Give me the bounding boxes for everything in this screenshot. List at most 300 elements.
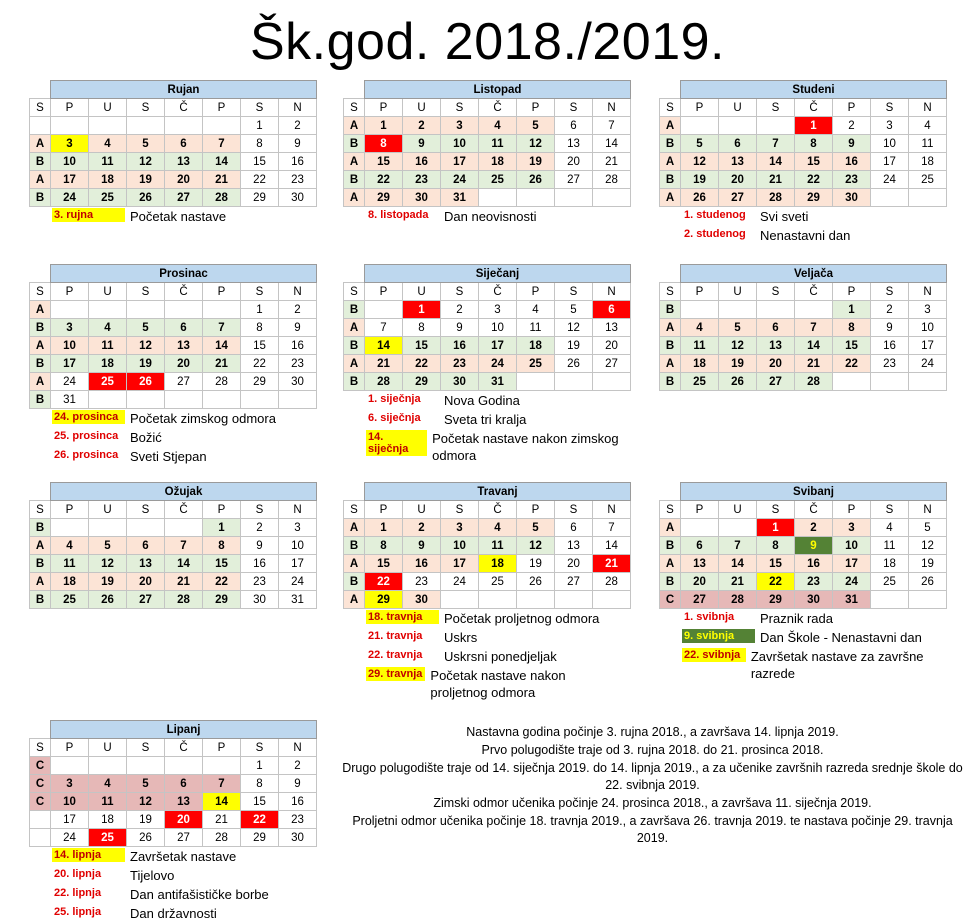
info-line: Zimski odmor učenika počinje 24. prosinca 2018., a završava 11. siječnja 2019.	[433, 796, 872, 810]
weekday-header: S	[127, 283, 165, 301]
day-cell: 10	[909, 319, 947, 337]
day-cell: 4	[89, 775, 127, 793]
day-cell: 4	[51, 537, 89, 555]
day-cell: 17	[51, 171, 89, 189]
day-cell: 6	[165, 135, 203, 153]
note-item	[366, 667, 626, 701]
day-cell: 15	[241, 793, 279, 811]
day-cell	[127, 301, 165, 319]
month-calendar	[29, 720, 317, 924]
week-type-label: B	[30, 591, 51, 609]
day-cell: 12	[89, 555, 127, 573]
day-cell: 25	[871, 573, 909, 591]
day-cell: 1	[795, 117, 833, 135]
day-cell: 14	[757, 153, 795, 171]
note-text: Početak nastave nakon proljetnog odmora	[430, 668, 566, 700]
day-cell: 5	[555, 301, 593, 319]
day-cell: 25	[681, 373, 719, 391]
day-cell: 3	[51, 319, 89, 337]
weekday-header: S	[660, 99, 681, 117]
day-cell: 28	[593, 171, 631, 189]
day-cell	[555, 591, 593, 609]
week-row	[344, 519, 631, 537]
note-text: Dan neovisnosti	[444, 209, 537, 224]
day-cell: 26	[909, 573, 947, 591]
week-row	[660, 573, 947, 591]
day-cell: 3	[833, 519, 871, 537]
note-item	[52, 905, 312, 924]
blank-cell	[344, 483, 365, 501]
weekday-header: U	[403, 283, 441, 301]
day-cell: 17	[441, 153, 479, 171]
weekday-header: P	[51, 739, 89, 757]
note-date: 22. travnja	[368, 649, 423, 661]
day-cell: 17	[51, 811, 89, 829]
week-type-label: B	[660, 573, 681, 591]
weekday-header: S	[441, 283, 479, 301]
day-cell: 15	[795, 153, 833, 171]
day-cell: 25	[479, 171, 517, 189]
note-item	[682, 610, 942, 629]
day-cell: 23	[279, 171, 317, 189]
day-cell: 23	[403, 573, 441, 591]
day-cell	[127, 519, 165, 537]
day-cell: 5	[127, 135, 165, 153]
day-cell: 25	[517, 355, 555, 373]
day-cell: 14	[719, 555, 757, 573]
day-cell: 23	[833, 171, 871, 189]
day-cell: 18	[479, 555, 517, 573]
day-cell	[517, 189, 555, 207]
week-type-label: B	[660, 337, 681, 355]
week-type-label: A	[660, 153, 681, 171]
week-type-label: A	[30, 171, 51, 189]
month-calendar	[659, 80, 947, 246]
day-cell: 24	[51, 373, 89, 391]
month-name: Veljača	[681, 265, 947, 283]
day-cell: 24	[51, 189, 89, 207]
day-cell: 21	[365, 355, 403, 373]
day-cell: 1	[403, 301, 441, 319]
day-cell: 16	[279, 337, 317, 355]
week-type-label: A	[30, 337, 51, 355]
day-cell	[127, 757, 165, 775]
month-notes	[366, 610, 626, 701]
day-cell: 12	[127, 793, 165, 811]
day-cell: 14	[165, 555, 203, 573]
month-name: Studeni	[681, 81, 947, 99]
month-calendar	[343, 264, 631, 464]
weekday-header: S	[871, 283, 909, 301]
day-cell: 23	[441, 355, 479, 373]
week-row	[344, 555, 631, 573]
day-cell: 30	[279, 829, 317, 847]
day-cell: 18	[909, 153, 947, 171]
blank-cell	[660, 483, 681, 501]
day-cell: 8	[365, 135, 403, 153]
weekday-header: P	[203, 739, 241, 757]
day-cell	[871, 189, 909, 207]
month-table	[659, 264, 947, 391]
day-cell: 26	[127, 829, 165, 847]
weekday-header: N	[279, 501, 317, 519]
day-cell: 22	[403, 355, 441, 373]
day-cell: 5	[719, 319, 757, 337]
day-cell: 3	[279, 519, 317, 537]
day-cell: 20	[165, 811, 203, 829]
weekday-header: S	[241, 739, 279, 757]
week-type-label	[30, 117, 51, 135]
day-cell: 2	[441, 301, 479, 319]
day-cell: 7	[203, 135, 241, 153]
day-cell: 16	[279, 153, 317, 171]
day-cell	[871, 591, 909, 609]
weekday-header: N	[279, 99, 317, 117]
weekday-header: N	[593, 283, 631, 301]
day-cell: 9	[241, 537, 279, 555]
day-cell: 7	[719, 537, 757, 555]
note-date: 14. lipnja	[52, 848, 125, 862]
month-table	[343, 482, 631, 609]
day-cell	[51, 757, 89, 775]
day-cell: 14	[203, 337, 241, 355]
week-row	[30, 573, 317, 591]
day-cell	[479, 189, 517, 207]
day-cell: 5	[681, 135, 719, 153]
day-cell	[871, 373, 909, 391]
week-row	[30, 537, 317, 555]
note-text: Sveta tri kralja	[444, 412, 527, 427]
day-cell: 12	[909, 537, 947, 555]
day-cell: 13	[165, 337, 203, 355]
day-cell: 22	[757, 573, 795, 591]
day-cell	[203, 391, 241, 409]
day-cell: 20	[555, 555, 593, 573]
note-text: Uskrs	[444, 630, 478, 645]
week-type-label: A	[344, 189, 365, 207]
day-cell: 10	[51, 793, 89, 811]
week-row	[660, 537, 947, 555]
day-cell: 17	[279, 555, 317, 573]
day-cell: 26	[517, 573, 555, 591]
day-cell: 4	[517, 301, 555, 319]
week-row	[30, 829, 317, 847]
day-cell: 9	[279, 775, 317, 793]
day-cell: 21	[203, 171, 241, 189]
day-cell: 5	[89, 537, 127, 555]
day-cell: 24	[441, 171, 479, 189]
day-cell: 10	[51, 337, 89, 355]
day-cell	[51, 117, 89, 135]
day-cell: 12	[719, 337, 757, 355]
weekday-header: U	[719, 283, 757, 301]
day-cell: 9	[833, 135, 871, 153]
day-cell: 24	[871, 171, 909, 189]
month-notes	[52, 208, 312, 227]
weekday-header: P	[51, 99, 89, 117]
day-cell: 24	[909, 355, 947, 373]
week-row	[344, 373, 631, 391]
info-line: Drugo polugodište traje od 14. siječnja 2019. do 14. lipnja 2019., a za učenike završnih razreda srednje škole do 22. svibnja 2019.	[342, 761, 963, 792]
day-cell: 6	[555, 519, 593, 537]
note-item	[366, 208, 626, 227]
week-row	[344, 189, 631, 207]
month-name: Travanj	[365, 483, 631, 501]
note-date: 6. siječnja	[368, 412, 421, 424]
weekday-header: P	[833, 283, 871, 301]
day-cell	[555, 189, 593, 207]
page-title: Šk.god. 2018./2019.	[250, 13, 725, 71]
weekday-header: Č	[795, 99, 833, 117]
day-cell: 11	[89, 153, 127, 171]
weekday-header: P	[51, 501, 89, 519]
day-cell: 27	[757, 373, 795, 391]
day-cell	[593, 189, 631, 207]
day-cell: 1	[757, 519, 795, 537]
day-cell: 26	[127, 373, 165, 391]
week-type-label: B	[660, 301, 681, 319]
weekday-header: S	[344, 283, 365, 301]
week-type-label: A	[344, 591, 365, 609]
note-text: Tijelovo	[130, 868, 175, 883]
day-cell: 16	[279, 793, 317, 811]
week-row	[30, 301, 317, 319]
week-row	[344, 171, 631, 189]
day-cell: 2	[871, 301, 909, 319]
note-text: Praznik rada	[760, 611, 833, 626]
month-table	[29, 80, 317, 207]
day-cell: 29	[241, 189, 279, 207]
day-cell: 27	[555, 171, 593, 189]
day-cell	[89, 117, 127, 135]
day-cell: 25	[89, 829, 127, 847]
day-cell	[89, 519, 127, 537]
day-cell: 13	[555, 537, 593, 555]
day-cell: 13	[165, 153, 203, 171]
note-item	[682, 629, 942, 648]
day-cell: 28	[719, 591, 757, 609]
day-cell: 12	[127, 153, 165, 171]
day-cell: 13	[555, 135, 593, 153]
month-name: Lipanj	[51, 721, 317, 739]
weekday-header: S	[871, 99, 909, 117]
day-cell: 13	[593, 319, 631, 337]
day-cell	[757, 301, 795, 319]
day-cell: 19	[127, 171, 165, 189]
day-cell: 24	[279, 573, 317, 591]
day-cell	[479, 591, 517, 609]
day-cell: 18	[871, 555, 909, 573]
day-cell: 18	[51, 573, 89, 591]
day-cell: 27	[593, 355, 631, 373]
note-text: Uskrsni ponedjeljak	[444, 649, 557, 664]
month-calendar	[659, 264, 947, 391]
note-text: Završetak nastave	[130, 849, 237, 864]
weekday-header: N	[909, 99, 947, 117]
week-type-label: B	[30, 189, 51, 207]
day-cell: 20	[165, 171, 203, 189]
day-cell: 7	[203, 319, 241, 337]
day-cell: 6	[719, 135, 757, 153]
day-cell: 14	[203, 793, 241, 811]
day-cell: 17	[909, 337, 947, 355]
month-table	[29, 482, 317, 609]
day-cell	[165, 757, 203, 775]
week-type-label: A	[660, 555, 681, 573]
month-calendar	[659, 482, 947, 682]
day-cell: 5	[517, 117, 555, 135]
day-cell: 8	[757, 537, 795, 555]
day-cell: 8	[833, 319, 871, 337]
weekday-header: S	[660, 283, 681, 301]
day-cell: 20	[593, 337, 631, 355]
day-cell: 10	[833, 537, 871, 555]
weekday-header: P	[365, 283, 403, 301]
day-cell: 26	[555, 355, 593, 373]
month-table	[659, 80, 947, 207]
month-name: Rujan	[51, 81, 317, 99]
info-line: Nastavna godina počinje 3. rujna 2018., a završava 14. lipnja 2019.	[466, 725, 839, 739]
day-cell: 3	[871, 117, 909, 135]
note-date: 22. svibnja	[682, 648, 746, 662]
day-cell: 28	[365, 373, 403, 391]
month-notes	[682, 208, 942, 246]
day-cell: 16	[871, 337, 909, 355]
day-cell: 28	[795, 373, 833, 391]
weekday-header: S	[30, 283, 51, 301]
day-cell: 29	[757, 591, 795, 609]
note-item	[682, 648, 942, 682]
month-calendar	[29, 264, 317, 467]
note-item	[52, 867, 312, 886]
day-cell: 17	[441, 555, 479, 573]
weekday-header: P	[517, 501, 555, 519]
weekday-header: N	[909, 283, 947, 301]
day-cell: 14	[203, 153, 241, 171]
day-cell: 6	[165, 775, 203, 793]
day-cell: 26	[89, 591, 127, 609]
week-type-label: B	[344, 337, 365, 355]
day-cell: 10	[479, 319, 517, 337]
day-cell: 14	[365, 337, 403, 355]
day-cell: 6	[681, 537, 719, 555]
day-cell: 18	[681, 355, 719, 373]
week-row	[30, 355, 317, 373]
weekday-header: Č	[479, 283, 517, 301]
day-cell: 6	[127, 537, 165, 555]
day-cell: 30	[403, 189, 441, 207]
day-cell: 19	[555, 337, 593, 355]
week-row	[30, 373, 317, 391]
day-cell	[593, 373, 631, 391]
week-type-label: C	[30, 775, 51, 793]
day-cell: 28	[757, 189, 795, 207]
day-cell: 3	[441, 519, 479, 537]
day-cell: 9	[403, 135, 441, 153]
note-date: 24. prosinca	[52, 410, 125, 424]
day-cell: 7	[203, 775, 241, 793]
weekday-header: P	[681, 99, 719, 117]
week-row	[344, 135, 631, 153]
day-cell: 21	[757, 171, 795, 189]
month-notes	[366, 208, 626, 227]
day-cell: 3	[441, 117, 479, 135]
note-date: 25. prosinca	[54, 430, 119, 442]
day-cell: 31	[479, 373, 517, 391]
day-cell: 6	[593, 301, 631, 319]
day-cell: 5	[127, 319, 165, 337]
week-type-label: A	[30, 537, 51, 555]
week-type-label: A	[344, 117, 365, 135]
day-cell: 29	[241, 829, 279, 847]
week-row	[30, 793, 317, 811]
weekday-header: S	[757, 501, 795, 519]
weekday-header: Č	[165, 501, 203, 519]
week-row	[30, 391, 317, 409]
blank-cell	[30, 265, 51, 283]
day-cell	[719, 519, 757, 537]
week-row	[660, 301, 947, 319]
day-cell: 1	[241, 117, 279, 135]
note-text: Početak nastave nakon zimskog odmora	[432, 431, 619, 463]
day-cell: 15	[241, 153, 279, 171]
day-cell: 25	[89, 373, 127, 391]
day-cell: 11	[681, 337, 719, 355]
month-notes	[52, 848, 312, 924]
weekday-header: S	[30, 99, 51, 117]
day-cell: 12	[127, 337, 165, 355]
day-cell: 23	[279, 811, 317, 829]
day-cell	[517, 373, 555, 391]
weekday-header: P	[51, 283, 89, 301]
week-type-label: A	[344, 319, 365, 337]
note-item	[366, 648, 626, 667]
week-type-label: A	[344, 555, 365, 573]
day-cell: 17	[871, 153, 909, 171]
day-cell: 19	[909, 555, 947, 573]
week-row	[30, 153, 317, 171]
day-cell	[719, 301, 757, 319]
day-cell: 3	[479, 301, 517, 319]
note-item	[52, 848, 312, 867]
day-cell: 16	[833, 153, 871, 171]
day-cell: 20	[555, 153, 593, 171]
note-date: 3. rujna	[52, 208, 125, 222]
day-cell: 27	[555, 573, 593, 591]
day-cell: 14	[795, 337, 833, 355]
day-cell	[165, 391, 203, 409]
day-cell	[203, 301, 241, 319]
day-cell: 22	[795, 171, 833, 189]
weekday-header: P	[365, 501, 403, 519]
week-row	[660, 337, 947, 355]
day-cell	[555, 373, 593, 391]
week-row	[660, 555, 947, 573]
month-calendar	[343, 80, 631, 227]
note-text: Sveti Stjepan	[130, 449, 207, 464]
week-row	[660, 373, 947, 391]
day-cell: 27	[681, 591, 719, 609]
day-cell: 2	[403, 519, 441, 537]
day-cell: 20	[165, 355, 203, 373]
week-row	[660, 519, 947, 537]
weekday-header: S	[241, 99, 279, 117]
day-cell: 12	[681, 153, 719, 171]
note-date: 20. lipnja	[54, 868, 102, 880]
day-cell: 22	[203, 573, 241, 591]
note-text: Završetak nastave za završne razrede	[750, 649, 924, 681]
day-cell: 21	[593, 153, 631, 171]
